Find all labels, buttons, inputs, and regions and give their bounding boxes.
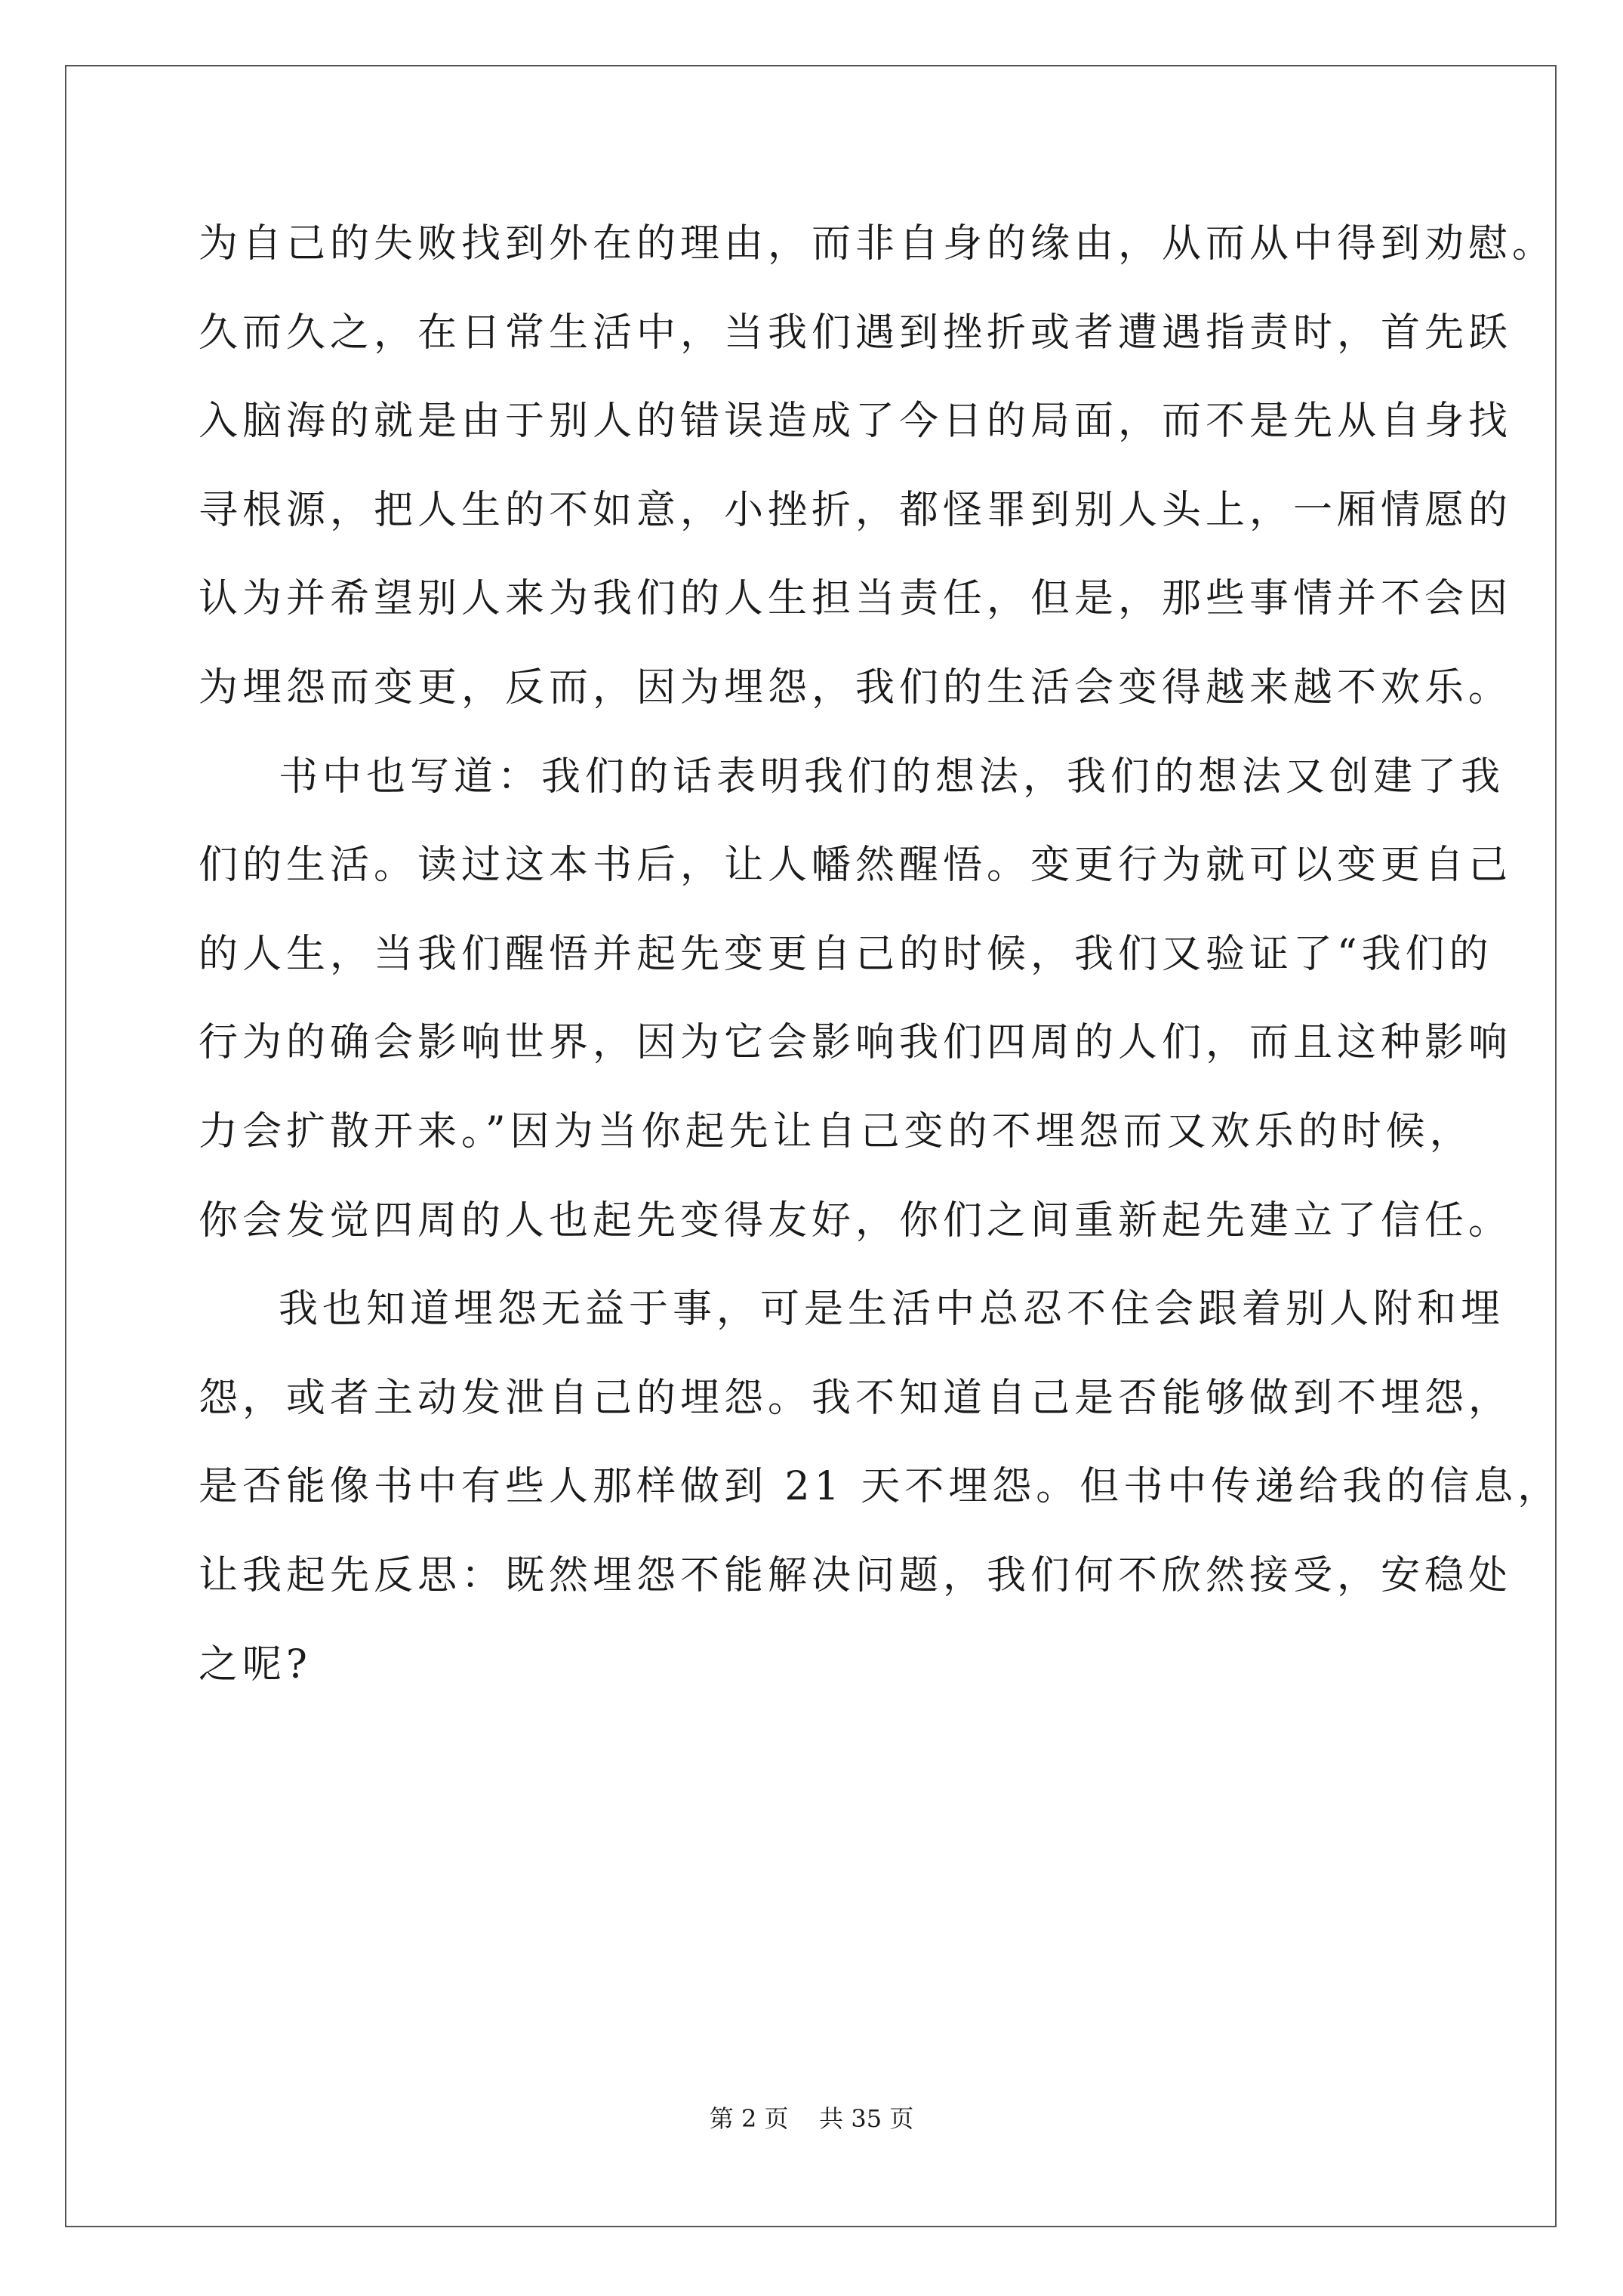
text-line: 让我起先反思：既然埋怨不能解决问题，我们何不欣然接受，安稳处: [199, 1552, 1513, 1598]
text-line: 行为的确会影响世界，因为它会影响我们四周的人们，而且这种影响: [199, 1020, 1513, 1066]
text-line: 入脑海的就是由于别人的错误造成了今日的局面，而不是先从自身找: [199, 399, 1513, 445]
text-line: 寻根源，把人生的不如意，小挫折，都怪罪到别人头上，一厢情愿的: [199, 487, 1513, 533]
paragraph-start-line: 我也知道埋怨无益于事，可是生活中总忍不住会跟着别人附和埋: [279, 1287, 1505, 1333]
page-number-footer: 第 2 页 共 35 页: [709, 2104, 914, 2133]
text-line: 的人生，当我们醒悟并起先变更自己的时候，我们又验证了“我们的: [199, 931, 1493, 977]
document-body: [199, 200, 1562, 1709]
text-line: 之呢?: [199, 1641, 312, 1687]
text-line: 力会扩散开来。”因为当你起先让自己变的不埋怨而又欢乐的时候，: [199, 1108, 1474, 1154]
text-line: 们的生活。读过这本书后，让人幡然醒悟。变更行为就可以变更自己: [199, 843, 1513, 889]
text-line: 是否能像书中有些人那样做到 21 天不埋怨。但书中传递给我的信息，: [199, 1464, 1562, 1510]
text-line: 认为并希望别人来为我们的人生担当责任，但是，那些事情并不会因: [199, 576, 1513, 622]
text-line: 你会发觉四周的人也起先变得友好，你们之间重新起先建立了信任。: [199, 1197, 1513, 1244]
paragraph-start-line: 书中也写道：我们的话表明我们的想法，我们的想法又创建了我: [279, 754, 1505, 800]
text-line: 怨，或者主动发泄自己的埋怨。我不知道自己是否能够做到不埋怨，: [199, 1375, 1513, 1421]
text-line: 为自己的失败找到外在的理由，而非自身的缘由，从而从中得到劝慰。: [199, 221, 1557, 267]
text-line: 久而久之，在日常生活中，当我们遇到挫折或者遭遇指责时，首先跃: [199, 310, 1513, 356]
text-line: 为埋怨而变更，反而，因为埋怨，我们的生活会变得越来越不欢乐。: [199, 664, 1513, 710]
